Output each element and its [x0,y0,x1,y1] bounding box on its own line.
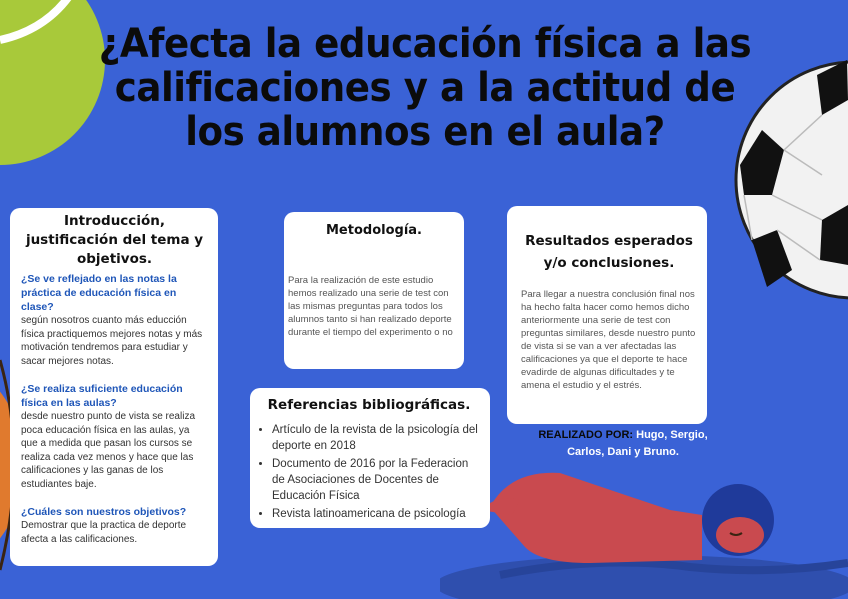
referencias-card [250,388,490,528]
page-title: ¿Afecta la educación física a las calificaciones y a la actitud de los alumnos en el aula? [98,21,752,155]
credits [528,427,718,461]
tennis-ball-icon [0,0,110,180]
referencias-heading: Referencias bibliográficas. [267,397,471,413]
resultados-card [507,206,707,424]
metodologia-card [284,212,464,369]
intro-answer-1: según nosotros cuanto más educción física practiquemos mejores notas y más motivación tendremos para estudiar y sacar mejores notas. [21,315,203,367]
intro-card [10,208,218,566]
intro-question-2: ¿Se realiza suficiente educación física en las aulas? [21,383,183,409]
intro-question-1: ¿Se ve reflejado en las notas la práctica de educación física en clase? [21,273,177,313]
intro-question-3: ¿Cuáles son nuestros objetivos? [21,506,187,518]
resultados-text: Para llegar a nuestra conclusión final nos ha hecho falta hacer como hemos dicho anteriormente una serie de test con preguntas similares, desde nuestro punto de vista si se van a ver afectadas las calificaciones ya que el deporte te hace evadirde de algunas dificultades y te amena el estudio y el estrés. [521,289,696,391]
intro-answer-3: Demostrar que la practica de deporte afecta a las calificaciones. [21,520,187,545]
list-item: • Documento de 2016 por la Federacion de Asociaciones de Docentes de Educación Física [272,456,482,504]
credits-names: Hugo, Sergio, Carlos, Dani y Bruno. [567,429,708,458]
intro-heading: Introducción, justificación del tema y objetivos. [25,213,204,267]
resultados-heading: Resultados esperados y/o conclusiones. [525,233,693,271]
list-item: • Artículo de la revista de la psicología del deporte en 2018 [272,422,482,454]
intro-answer-2: desde nuestro punto de vista se realiza poca educación física en las aulas, ya que a medida que pasan los cursos se realiza cada vez menos y hace que las calificaciones y las ganas de los estudiantes baje. [21,411,195,490]
metodologia-heading: Metodología. [326,223,422,238]
list-item: • Revista latinoamericana de psicología [272,506,482,522]
referencias-list [256,422,482,522]
metodologia-text: Para la realización de este estudio hemos realizado una serie de test con las mismas preguntas para todos los alumnos tanto si han realizado deporte durante el tiempo del experimento o no [288,275,453,338]
swimmer-icon [440,455,848,599]
credits-label: REALIZADO POR: [538,429,634,441]
